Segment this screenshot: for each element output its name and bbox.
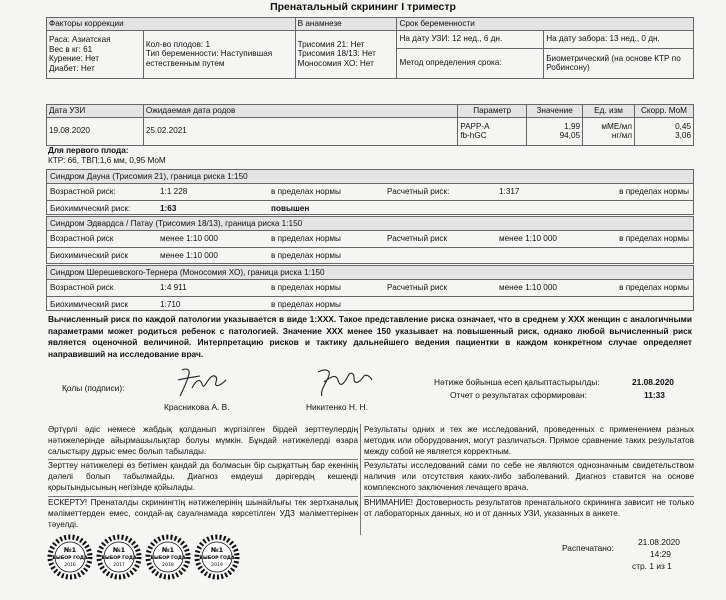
marker-values: 1,99 94,05 — [527, 117, 583, 145]
risk-row: Биохимический риск: 1:63 повышен — [50, 204, 310, 213]
uzi-date-value: 19.08.2020 — [47, 117, 144, 145]
signature-1-icon — [172, 366, 234, 400]
risk-row: Биохимический риск менее 1:10 000 в пределах нормы — [50, 251, 341, 260]
factors-table — [46, 17, 694, 79]
disclaimer-ru-paragraph: Результаты исследований сами по себе не являются однозначным свидетельством наличия или отсутствия каких-либо заболеваний. Диагноз ставится на основе комплексного заключения лечащего врача. — [364, 460, 694, 496]
page-title: Пренатальный скрининг I триместр — [270, 1, 456, 13]
page-number: стр. 1 из 1 — [632, 561, 672, 571]
result-date: 21.08.2020 — [632, 377, 674, 387]
printed-label: Распечатано: — [562, 543, 614, 553]
risk-interpretation-note: Вычисленный риск по каждой патологии указывается в виде 1:XXX. Такое представление риска означает, что в среднем у XXX женщин с аналогичными параметрами может родиться ребенок с патологией. Значение XXX менее 150 указывает на повышенный риск, однако любой вычисленный риск является оценочной величиной. Интерпретацию рисков и тактику дальнейшего ведения пациентки в каждом конкретном случае определяет направивший на исследование врач. — [48, 314, 692, 359]
disclaimer-ru-paragraph: Результаты одних и тех же исследований, проведенных с применением разных методик или оборудования, могут различаться. Прямое сравнение таких результатов между собой не является корректным. — [364, 424, 694, 460]
fetus-info — [48, 146, 166, 167]
svg-text:2018: 2018 — [162, 563, 174, 568]
disclaimer-kz-paragraph: Әртүрлі әдіс немесе жабдық қолданып жүргізілген бірдей зерттеулердің нәтижелерінде айырмашылықтар болуы мүмкін. Бұндай нәтижелерді өзара салыстыру дұрыс емес болып табылады. — [48, 424, 358, 460]
term-method-label: Метод определения срока: — [397, 48, 544, 78]
svg-text:2016: 2016 — [64, 563, 76, 568]
marker-params: PAPP-A fb-hGC — [458, 117, 527, 145]
result-time: 11:33 — [644, 390, 665, 400]
award-badge-icon — [47, 534, 93, 580]
history-header: В анамнезе — [295, 18, 397, 31]
signer-1-name: Красникова А. В. — [164, 402, 230, 412]
printed-date: 21.08.2020 — [638, 537, 680, 547]
column-divider — [360, 424, 361, 535]
disclaimer-kz-paragraph: Зерттеу нәтижелері өз бетімен қандай да болмасын бір сырқаттың бар екенінің дәлелі болып табылмайды. Диагноз емдеуші дәрігердің кешенді қорытындысының негізінде қойылады. — [48, 460, 358, 496]
risk-block-down — [46, 169, 694, 215]
risk-block-edwards — [46, 216, 694, 264]
svg-text:ВЫБОР ГОДА: ВЫБОР ГОДА — [101, 556, 137, 561]
term-sample: На дату забора: 13 нед., 0 дн. — [544, 30, 694, 48]
term-method-value: Биометрический (на основе КТР по Робинсону) — [544, 48, 694, 78]
unit-header: Ед. изм — [583, 105, 635, 118]
risk-header: Синдром Эдвардса / Патау (Трисомия 18/13), граница риска 1:150 — [47, 217, 693, 231]
patient-factors: Раса: Азиатская Вес в кг: 61 Курение: Нет Диабет: Нет — [47, 30, 144, 78]
marker-moms: 0,45 3,06 — [635, 117, 694, 145]
uzi-date-label: Дата УЗИ — [47, 105, 144, 118]
fetus-line: КТР: 66, ТВП:1,6 мм, 0,95 MoM — [48, 156, 166, 166]
mom-header: Скорр. MoM — [635, 105, 694, 118]
risk-header: Синдром Дауна (Трисомия 21), граница риска 1:150 — [47, 170, 693, 184]
term-header: Срок беременности — [397, 18, 694, 31]
risk-block-turner — [46, 265, 694, 311]
svg-text:ВЫБОР ГОДА: ВЫБОР ГОДА — [150, 556, 186, 561]
risk-row: Возрастной риск: 1:1 228 в пределах нормы Расчетный риск: 1:317 в пределах нормы — [47, 184, 693, 201]
param-header: Параметр — [458, 105, 527, 118]
svg-text:2019: 2019 — [211, 563, 223, 568]
svg-text:ВЫБОР ГОДА: ВЫБОР ГОДА — [52, 556, 88, 561]
disclaimer-kz — [48, 424, 358, 532]
history-items: Трисомия 21: Нет Трисомия 18/13: Нет Моносомия ХО: Нет — [295, 30, 397, 78]
edd-label: Ожидаемая дата родов — [143, 105, 457, 118]
signatures-label: Қолы (подписи): — [62, 383, 125, 393]
result-label-kz: Нәтиже бойынша есеп қалыптастырылды: — [434, 377, 600, 387]
printed-time: 14:29 — [650, 549, 671, 559]
signature-2-icon — [310, 364, 380, 400]
markers-table — [46, 104, 694, 146]
award-badge-icon — [194, 534, 240, 580]
edd-value: 25.02.2021 — [143, 117, 457, 145]
award-badge-icon — [96, 534, 142, 580]
svg-text:ВЫБОР ГОДА: ВЫБОР ГОДА — [199, 556, 235, 561]
factors-header: Факторы коррекции — [47, 18, 296, 31]
svg-text:№1: №1 — [210, 546, 224, 554]
signer-2-name: Никитенко Н. Н. — [306, 402, 368, 412]
value-header: Значение — [527, 105, 583, 118]
disclaimer-ru — [364, 424, 694, 522]
risk-row: Биохимический риск 1:710 в пределах нормы — [50, 300, 341, 309]
disclaimer-kz-paragraph: ЕСКЕРТУ! Пренаталды скринингтің нәтижелерінің шынайлығы тек зертханалық мәліметтерден емес, сондай-ақ сауалнамада көрсетілген УДЗ мәліметтерінен тәуелді. — [48, 497, 358, 529]
risk-row: Возрастной риск менее 1:10 000 в пределах нормы Расчетный риск менее 1:10 000 в пределах нормы — [47, 231, 693, 248]
pregnancy-factors: Кол-во плодов: 1 Тип беременности: Наступившая естественным путем — [143, 30, 295, 78]
award-badge-icon — [145, 534, 191, 580]
marker-units: мМЕ/мл нг/мл — [583, 117, 635, 145]
term-uzi: На дату УЗИ: 12 нед., 6 дн. — [397, 30, 544, 48]
risk-row: Возрастной риск 1:4 911 в пределах нормы Расчетный риск менее 1:10 000 в пределах нормы — [47, 280, 693, 297]
result-label-ru: Отчет о результатах сформирован: — [450, 390, 587, 400]
svg-text:№1: №1 — [112, 546, 126, 554]
svg-text:№1: №1 — [161, 546, 175, 554]
risk-header: Синдром Шерешевского-Тернера (Моносомия ХО), граница риска 1:150 — [47, 266, 693, 280]
svg-text:№1: №1 — [63, 546, 77, 554]
disclaimer-ru-paragraph: ВНИМАНИЕ! Достоверность результатов пренатального скрининга зависит не только от лабораторных данных, но и от данных УЗИ, указанных в анкете. — [364, 497, 694, 518]
svg-text:2017: 2017 — [113, 563, 125, 568]
fetus-title: Для первого плода: — [48, 146, 129, 155]
